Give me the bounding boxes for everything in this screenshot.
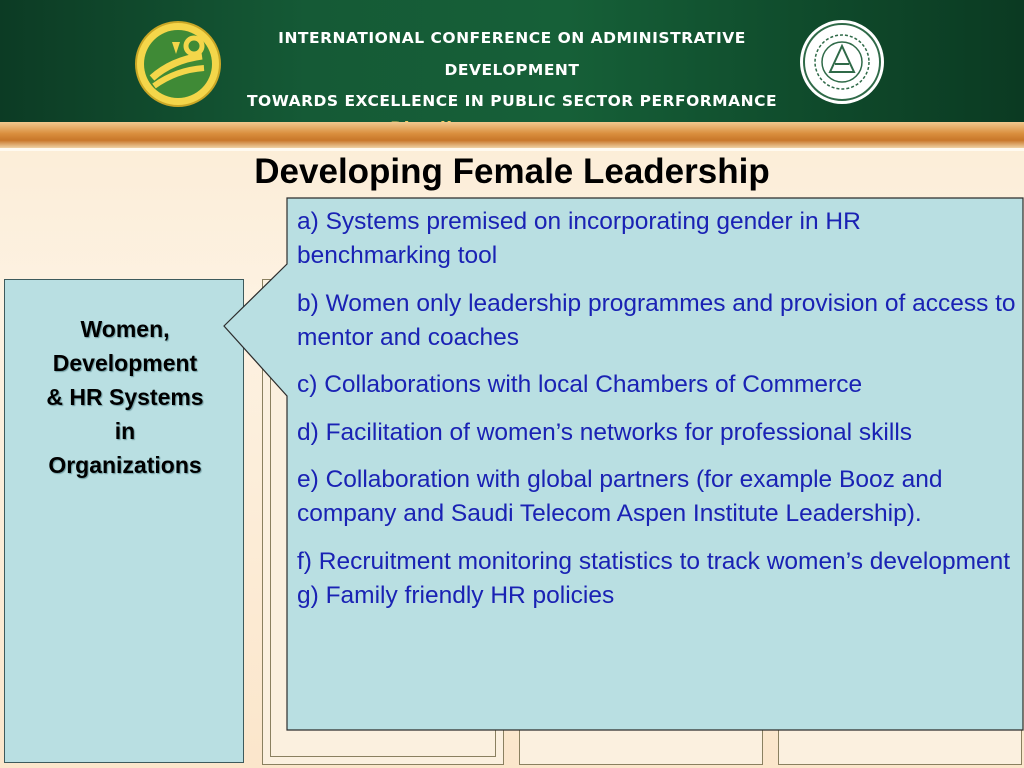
list-item: d) Facilitation of women’s networks for professional skills (297, 418, 913, 446)
left-label-line: in (114, 418, 136, 444)
left-label-line: Women, (80, 316, 170, 342)
list-item: b) Women only leadership programmes and provision of access to mentor and coaches (297, 289, 1016, 351)
left-label-line: Development (52, 350, 198, 376)
left-label-line: & HR Systems (46, 384, 204, 410)
slide-title: Developing Female Leadership (254, 152, 770, 191)
conference-line-2: TOWARDS EXCELLENCE IN PUBLIC SECTOR PERFORMANCE (246, 92, 778, 110)
list-item: g) Family friendly HR policies (297, 581, 615, 609)
list-item: e) Collaboration with global partners (for example Booz and company and Saudi Telecom Aspen Institute Leadership). (297, 466, 943, 527)
left-label-line: Organizations (48, 452, 202, 478)
callout-content (297, 205, 1017, 613)
list-item: c) Collaborations with local Chambers of Commerce (297, 371, 863, 398)
list-item: a) Systems premised on incorporating gender in HR benchmarking tool (297, 208, 861, 269)
conference-line-1: INTERNATIONAL CONFERENCE ON ADMINISTRATIVE DEVELOPMENT (278, 29, 746, 79)
list-item: f) Recruitment monitoring statistics to track women’s development (297, 547, 1011, 575)
